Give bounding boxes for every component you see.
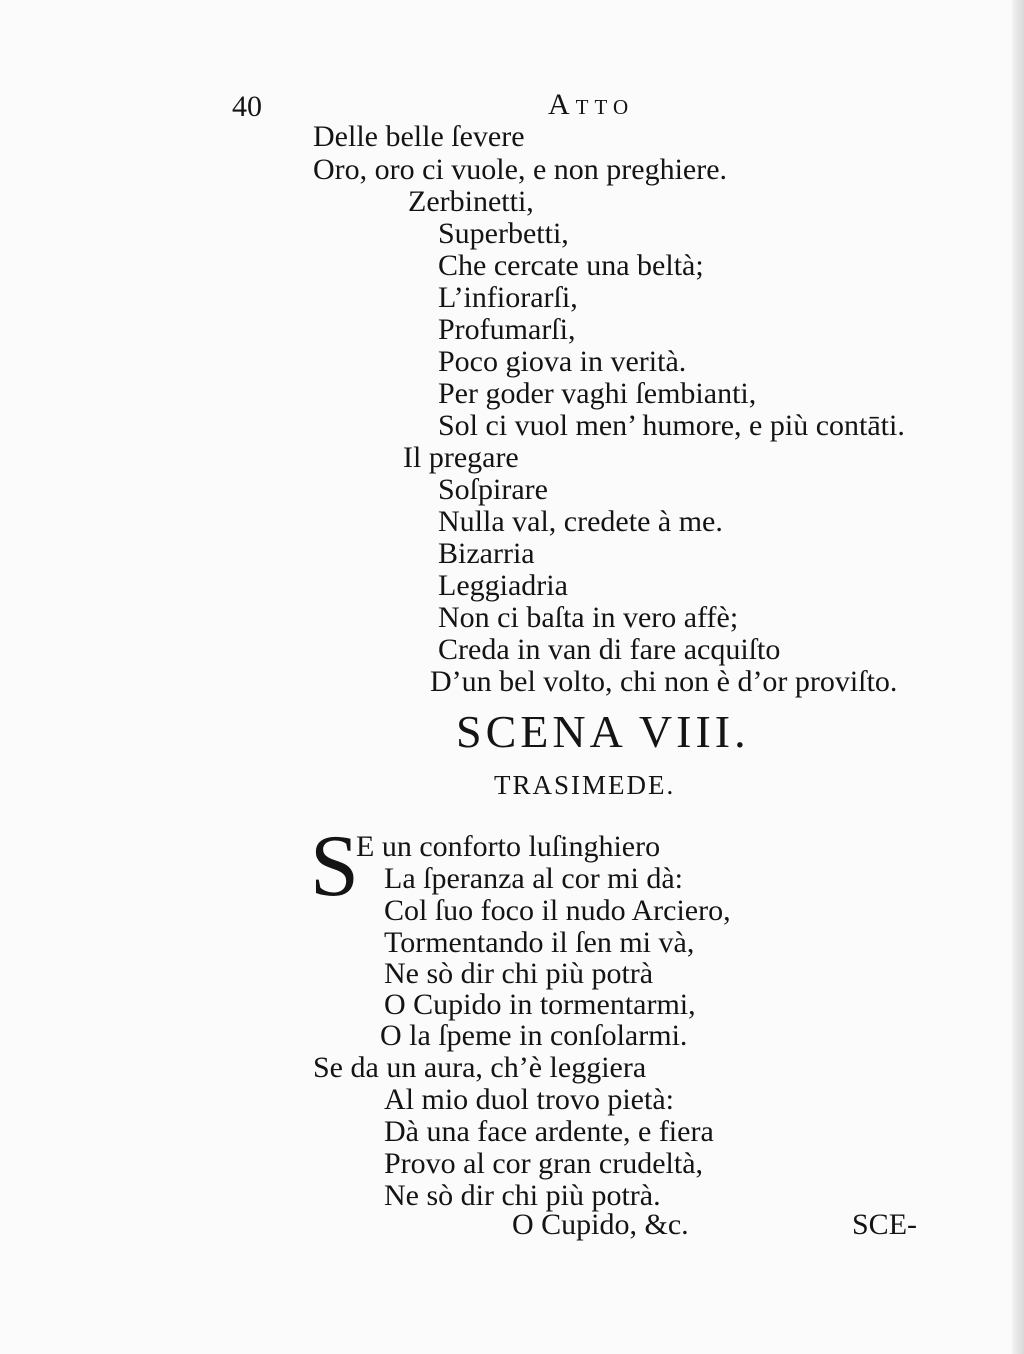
aria-line: Se da un aura, ch’è leggiera — [313, 1051, 647, 1084]
aria-line: Dà una face ardente, e fiera — [384, 1115, 714, 1148]
aria-first-line: E un conforto luſinghiero — [356, 830, 661, 863]
song-line: Oro, oro ci vuole, e non preghiere. — [313, 153, 728, 186]
song-line: Il pregare — [403, 441, 519, 474]
aria-line: Provo al cor gran crudeltà, — [384, 1147, 704, 1180]
aria-line: Al mio duol trovo pietà: — [384, 1083, 674, 1116]
aria-line: Tormentando il ſen mi và, — [384, 926, 695, 959]
scene-title: SCENA VIII. — [456, 706, 750, 757]
song-line: Soſpirare — [438, 473, 548, 506]
song-line: Profumarſi, — [438, 313, 576, 346]
aria-line: O Cupido in tormentarmi, — [384, 988, 696, 1021]
aria-line: Ne sò dir chi più potrà — [384, 957, 654, 990]
song-line: Superbetti, — [438, 217, 569, 250]
aria-line: La ſperanza al cor mi dà: — [384, 862, 684, 895]
drop-cap: S — [310, 818, 359, 915]
running-head: Atto — [548, 88, 635, 121]
aria-line: O la ſpeme in conſolarmi. — [380, 1019, 688, 1052]
song-line: Bizarria — [438, 537, 535, 570]
song-line: Creda in van di fare acquiſto — [438, 633, 781, 666]
catchword: SCE- — [852, 1208, 918, 1241]
song-line: Delle belle ſevere — [313, 120, 525, 153]
aria-line: Ne sò dir chi più potrà. — [384, 1179, 661, 1212]
song-line: Poco giova in verità. — [438, 345, 687, 378]
song-line: Leggiadria — [438, 569, 568, 602]
song-line: Per goder vaghi ſembianti, — [438, 377, 757, 410]
song-line: Sol ci vuol men’ humore, e più contāti. — [438, 409, 905, 442]
aria-line: O Cupido, &c. — [512, 1208, 689, 1241]
character-name: TRASIMEDE. — [494, 770, 676, 800]
song-line: L’infiorarſi, — [438, 281, 578, 314]
song-line: D’un bel volto, chi non è d’or proviſto. — [430, 665, 898, 698]
page-edge-shadow — [1012, 0, 1024, 1354]
aria-line: Col ſuo foco il nudo Arciero, — [384, 894, 731, 927]
song-line: Non ci baſta in vero affè; — [438, 601, 739, 634]
song-line: Nulla val, credete à me. — [438, 505, 723, 538]
song-line: Che cercate una beltà; — [438, 249, 704, 282]
song-line: Zerbinetti, — [408, 185, 534, 218]
page-number: 40 — [232, 90, 262, 123]
